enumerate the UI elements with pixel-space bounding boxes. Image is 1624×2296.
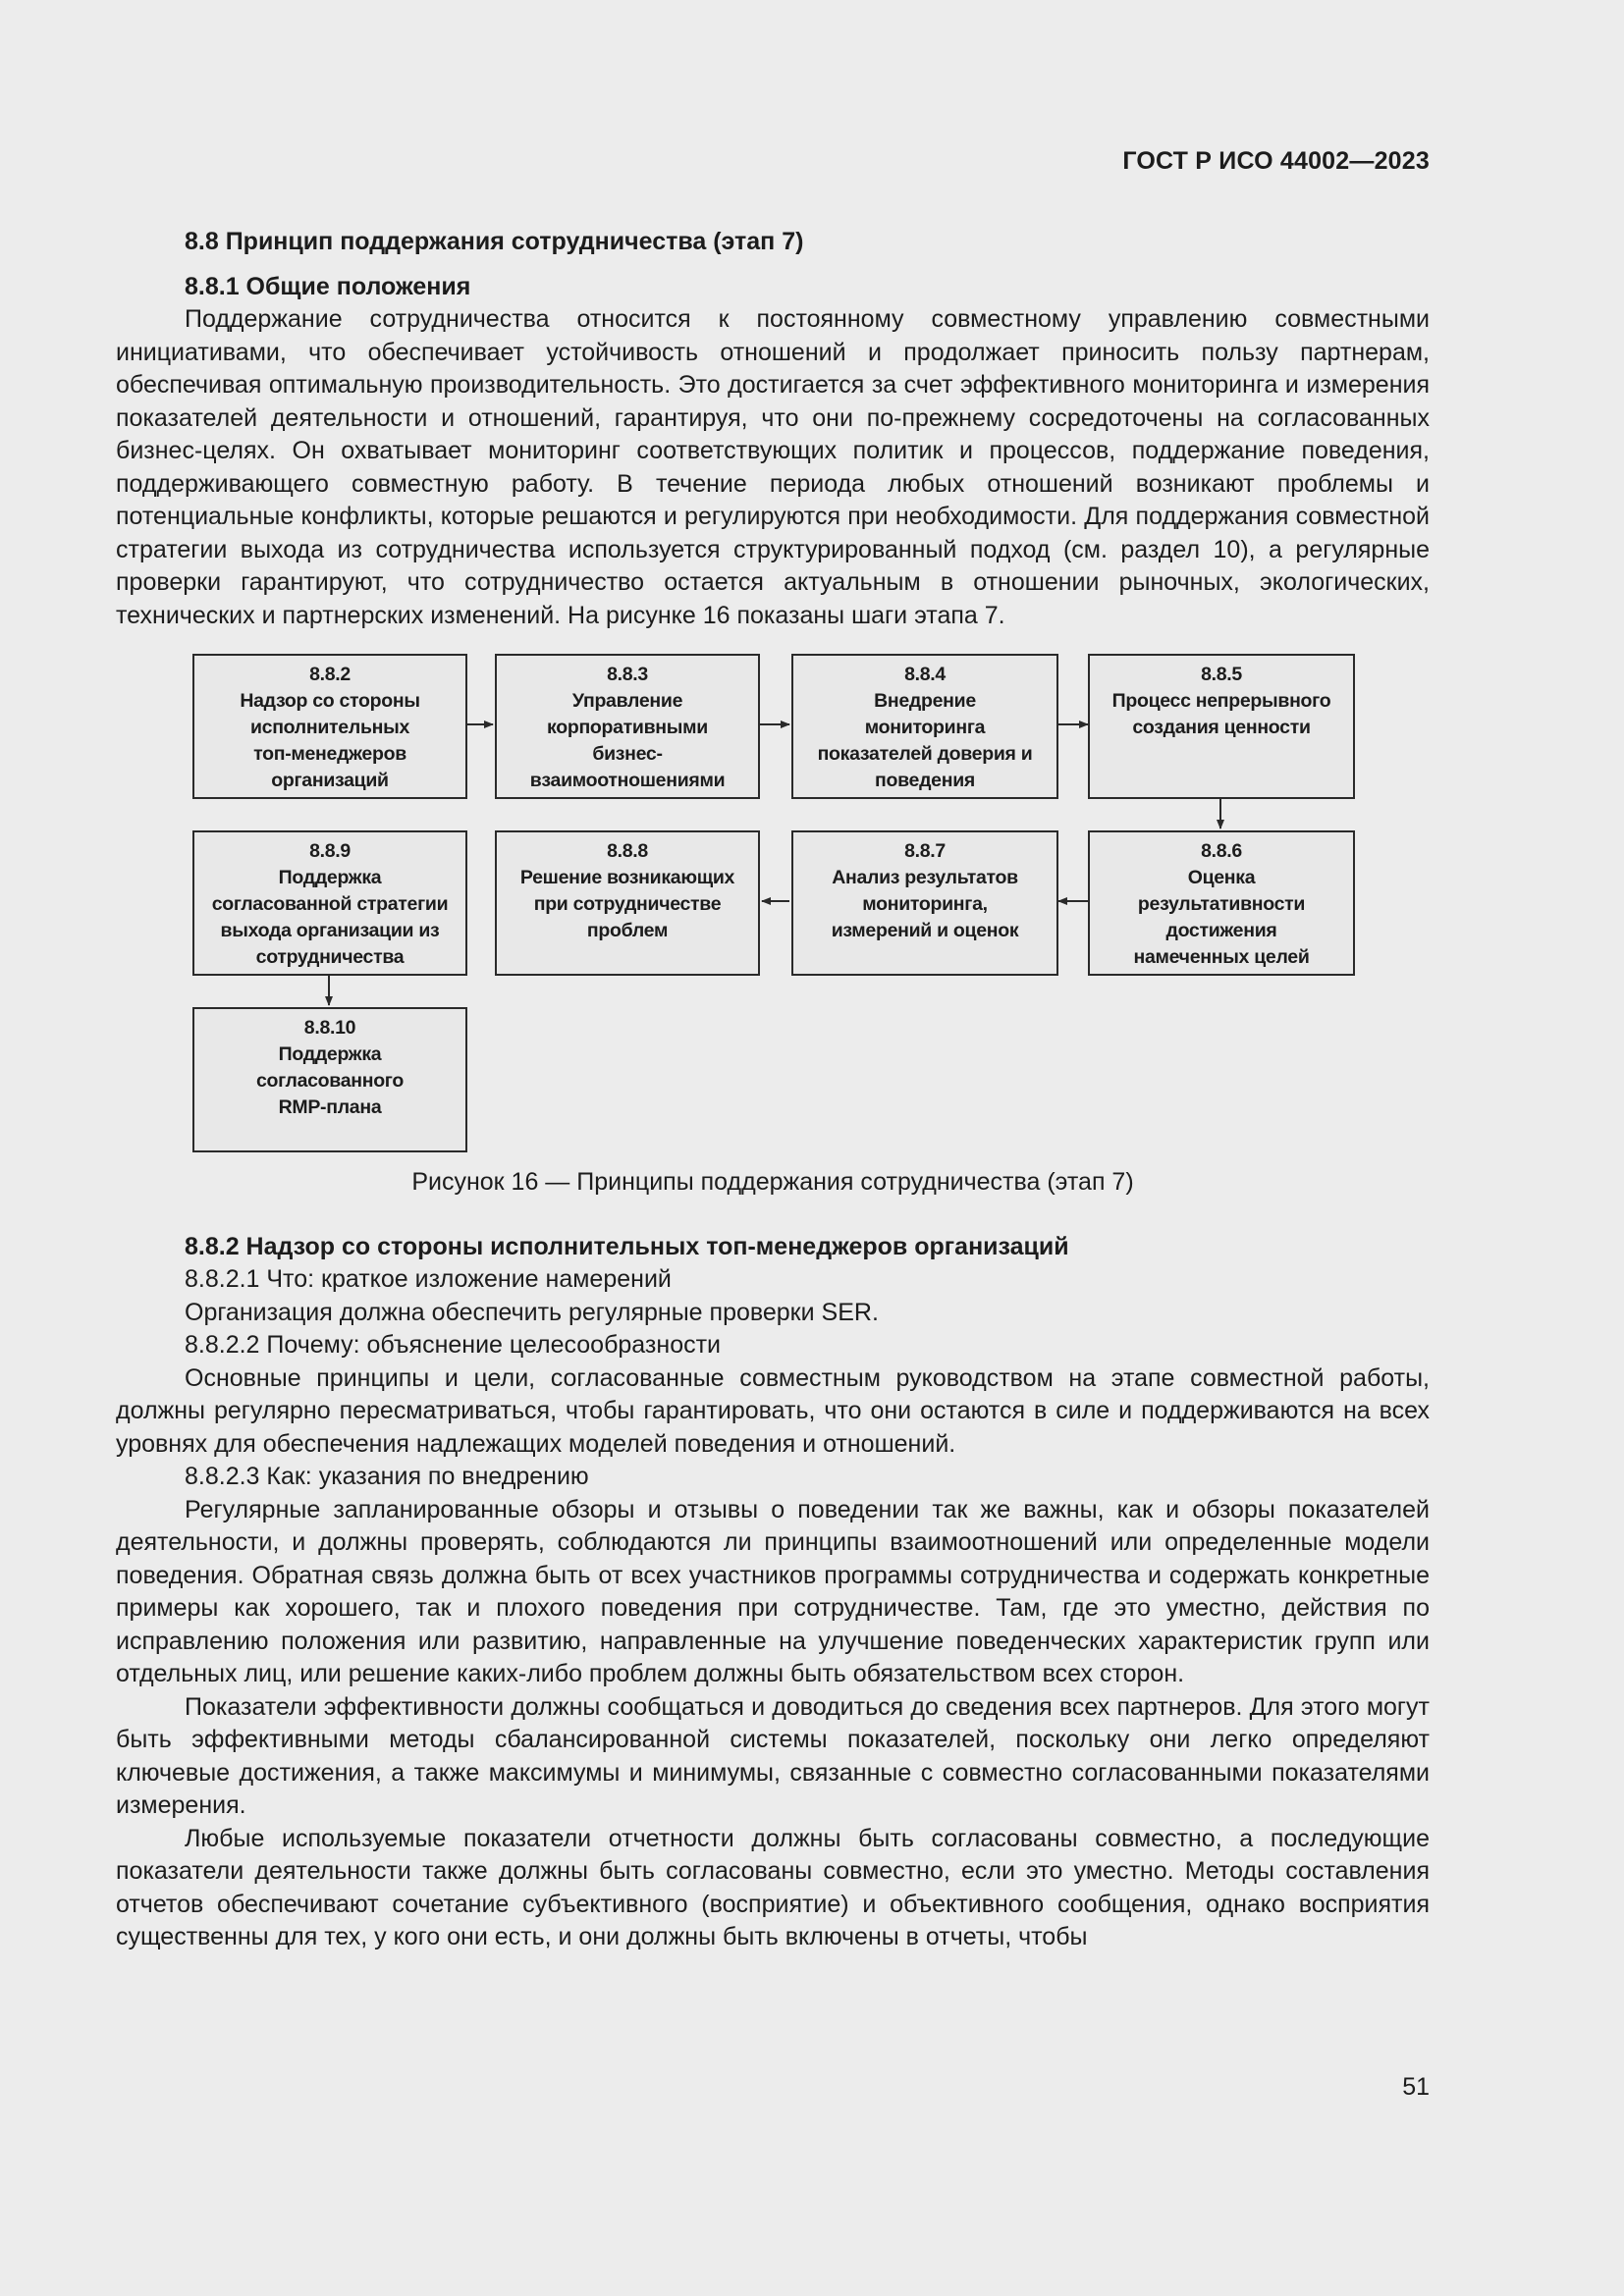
flow-box-number: 8.8.8	[607, 840, 648, 862]
flow-box-label: Поддержка	[278, 1043, 382, 1065]
flow-box-label: мониторинга,	[862, 893, 988, 915]
flow-box-label: мониторинга	[864, 717, 986, 738]
figure-caption: Рисунок 16 — Принципы поддержания сотрудничества (этап 7)	[411, 1168, 1134, 1196]
flow-box-8-8-6	[1088, 830, 1355, 976]
flow-box-label: корпоративными	[547, 717, 708, 738]
flow-box-label: Надзор со стороны	[240, 690, 420, 712]
why-paragraph: Основные принципы и цели, согласованные совместным руководством на этапе совместной работы, должны регулярно пересматриваться, чтобы гарантировать, что они остаются в силе и поддерживаются на всех уровнях для обеспечения надлежащих моделей поведения и отношений.	[116, 1363, 1430, 1458]
flow-box-label: при сотрудничестве	[533, 893, 722, 915]
flow-box-8-8-10	[192, 1007, 467, 1152]
flow-box-label: Управление	[571, 690, 683, 712]
flow-box-label: намеченных целей	[1133, 946, 1310, 968]
flow-box-label: проблем	[586, 920, 669, 941]
flow-box-label: исполнительных	[249, 717, 410, 738]
flow-box-label: согласованного	[255, 1070, 404, 1092]
flow-box-label: показателей доверия и	[817, 743, 1033, 765]
flow-box-label: Решение возникающих	[519, 867, 735, 888]
subsection-heading: 8.8.1 Общие положения	[185, 272, 471, 300]
flow-box-label: бизнес-	[592, 743, 663, 765]
why-label: 8.8.2.2 Почему: объяснение целесообразности	[185, 1331, 722, 1359]
flow-box-label: взаимоотношениями	[529, 770, 726, 791]
flow-box-number: 8.8.5	[1201, 664, 1242, 685]
flow-box-label: создания ценности	[1132, 717, 1311, 738]
what-text: Организация должна обеспечить регулярные проверки SER.	[185, 1298, 879, 1326]
flow-box-number: 8.8.3	[607, 664, 648, 685]
how-paragraph: Регулярные запланированные обзоры и отзывы о поведении так же важны, как и обзоры показателей деятельности, и должны проверять, соблюдаются ли принципы взаимоотношений или определенные модели поведения. Обратная связь должна быть от всех участников программы сотрудничества и содержать конкретные примеры как хорошего, так и плохого поведения при сотрудничестве. Там, где это уместно, действия по исправлению положения или развитию, направленные на улучшение поведенческих характеристик групп или отдельных лиц, или решение каких-либо проблем должны быть обязательством всех сторон.	[116, 1495, 1430, 1687]
flow-box-8-8-4	[791, 654, 1058, 799]
flow-box-8-8-5	[1088, 654, 1355, 799]
flow-box-8-8-3	[495, 654, 760, 799]
flow-box-label: поведения	[875, 770, 975, 791]
intro-paragraph: Поддержание сотрудничества относится к постоянному совместному управлению совместными инициативами, что обеспечивает устойчивость отношений и продолжает приносить пользу партнерам, обеспечивая оптимальную производительность. Это достигается за счет эффективного мониторинга и измерения показателей деятельности и отношений, гарантируя, что они по-прежнему сосредоточены на согласованных бизнес-целях. Он охватывает мониторинг соответствующих политик и процессов, поддержание поведения, поддерживающего совместную работу. В течение периода любых отношений возникают проблемы и потенциальные конфликты, которые решаются и регулируются при необходимости. Для поддержания совместной стратегии выхода из сотрудничества используется структурированный подход (см. раздел 10), а регулярные проверки гарантируют, что сотрудничество остается актуальным в отношении рыночных, экологических, технических и партнерских изменений. На рисунке 16 показаны шаги этапа 7.	[116, 305, 1430, 629]
flow-box-label: организаций	[271, 770, 389, 791]
flow-box-number: 8.8.6	[1201, 840, 1242, 862]
page-header: ГОСТ Р ИСО 44002—2023	[1122, 147, 1430, 175]
flow-box-number: 8.8.4	[904, 664, 946, 685]
page-number: 51	[1402, 2073, 1430, 2101]
flow-box-label: RMP-плана	[278, 1096, 382, 1118]
flow-box-label: измерений и оценок	[831, 920, 1019, 941]
flow-box-label: Оценка	[1187, 867, 1256, 888]
flow-box-label: Внедрение	[874, 690, 976, 712]
flow-box-number: 8.8.9	[309, 840, 351, 862]
flow-box-label: Процесс непрерывного	[1111, 690, 1331, 712]
flow-box-label: топ-менеджеров	[253, 743, 406, 765]
how-paragraph: Показатели эффективности должны сообщаться и доводиться до сведения всех партнеров. Для этого могут быть эффективными методы сбалансированной системы показателей, поскольку они легко определяют ключевые достижения, а также максимумы и минимумы, связанные с совместно согласованными показателями измерения.	[116, 1692, 1430, 1819]
flow-box-label: Поддержка	[278, 867, 382, 888]
how-paragraph: Любые используемые показатели отчетности должны быть согласованы совместно, а последующие показатели деятельности также должны быть согласованы совместно, если это уместно. Методы составления отчетов обеспечивают сочетание субъективного (восприятие) и объективного сообщения, однако восприятия существенны для тех, у кого они есть, и они должны быть включены в отчеты, чтобы	[116, 1824, 1430, 1950]
flow-box-8-8-2	[192, 654, 467, 799]
page-body	[116, 226, 1430, 1954]
flow-box-label: результативности	[1137, 893, 1306, 915]
flow-box-number: 8.8.7	[904, 840, 946, 862]
what-label: 8.8.2.1 Что: краткое изложение намерений	[185, 1265, 672, 1293]
section-heading: 8.8 Принцип поддержания сотрудничества (этап 7)	[185, 228, 804, 255]
flow-box-label: сотрудничества	[255, 946, 405, 968]
flow-box-8-8-7	[791, 830, 1058, 976]
flow-box-label: достижения	[1165, 920, 1277, 941]
flow-box-label: согласованной стратегии	[211, 893, 449, 915]
flow-box-label: выхода организации из	[220, 920, 440, 941]
flow-box-number: 8.8.10	[303, 1017, 356, 1039]
flow-box-8-8-9	[192, 830, 467, 976]
how-label: 8.8.2.3 Как: указания по внедрению	[185, 1463, 589, 1490]
flow-box-label: Анализ результатов	[832, 867, 1018, 888]
section-882-heading: 8.8.2 Надзор со стороны исполнительных топ-менеджеров организаций	[185, 1232, 1069, 1260]
flow-diagram	[116, 654, 1430, 1154]
flow-box-number: 8.8.2	[309, 664, 351, 685]
flow-box-8-8-8	[495, 830, 760, 976]
